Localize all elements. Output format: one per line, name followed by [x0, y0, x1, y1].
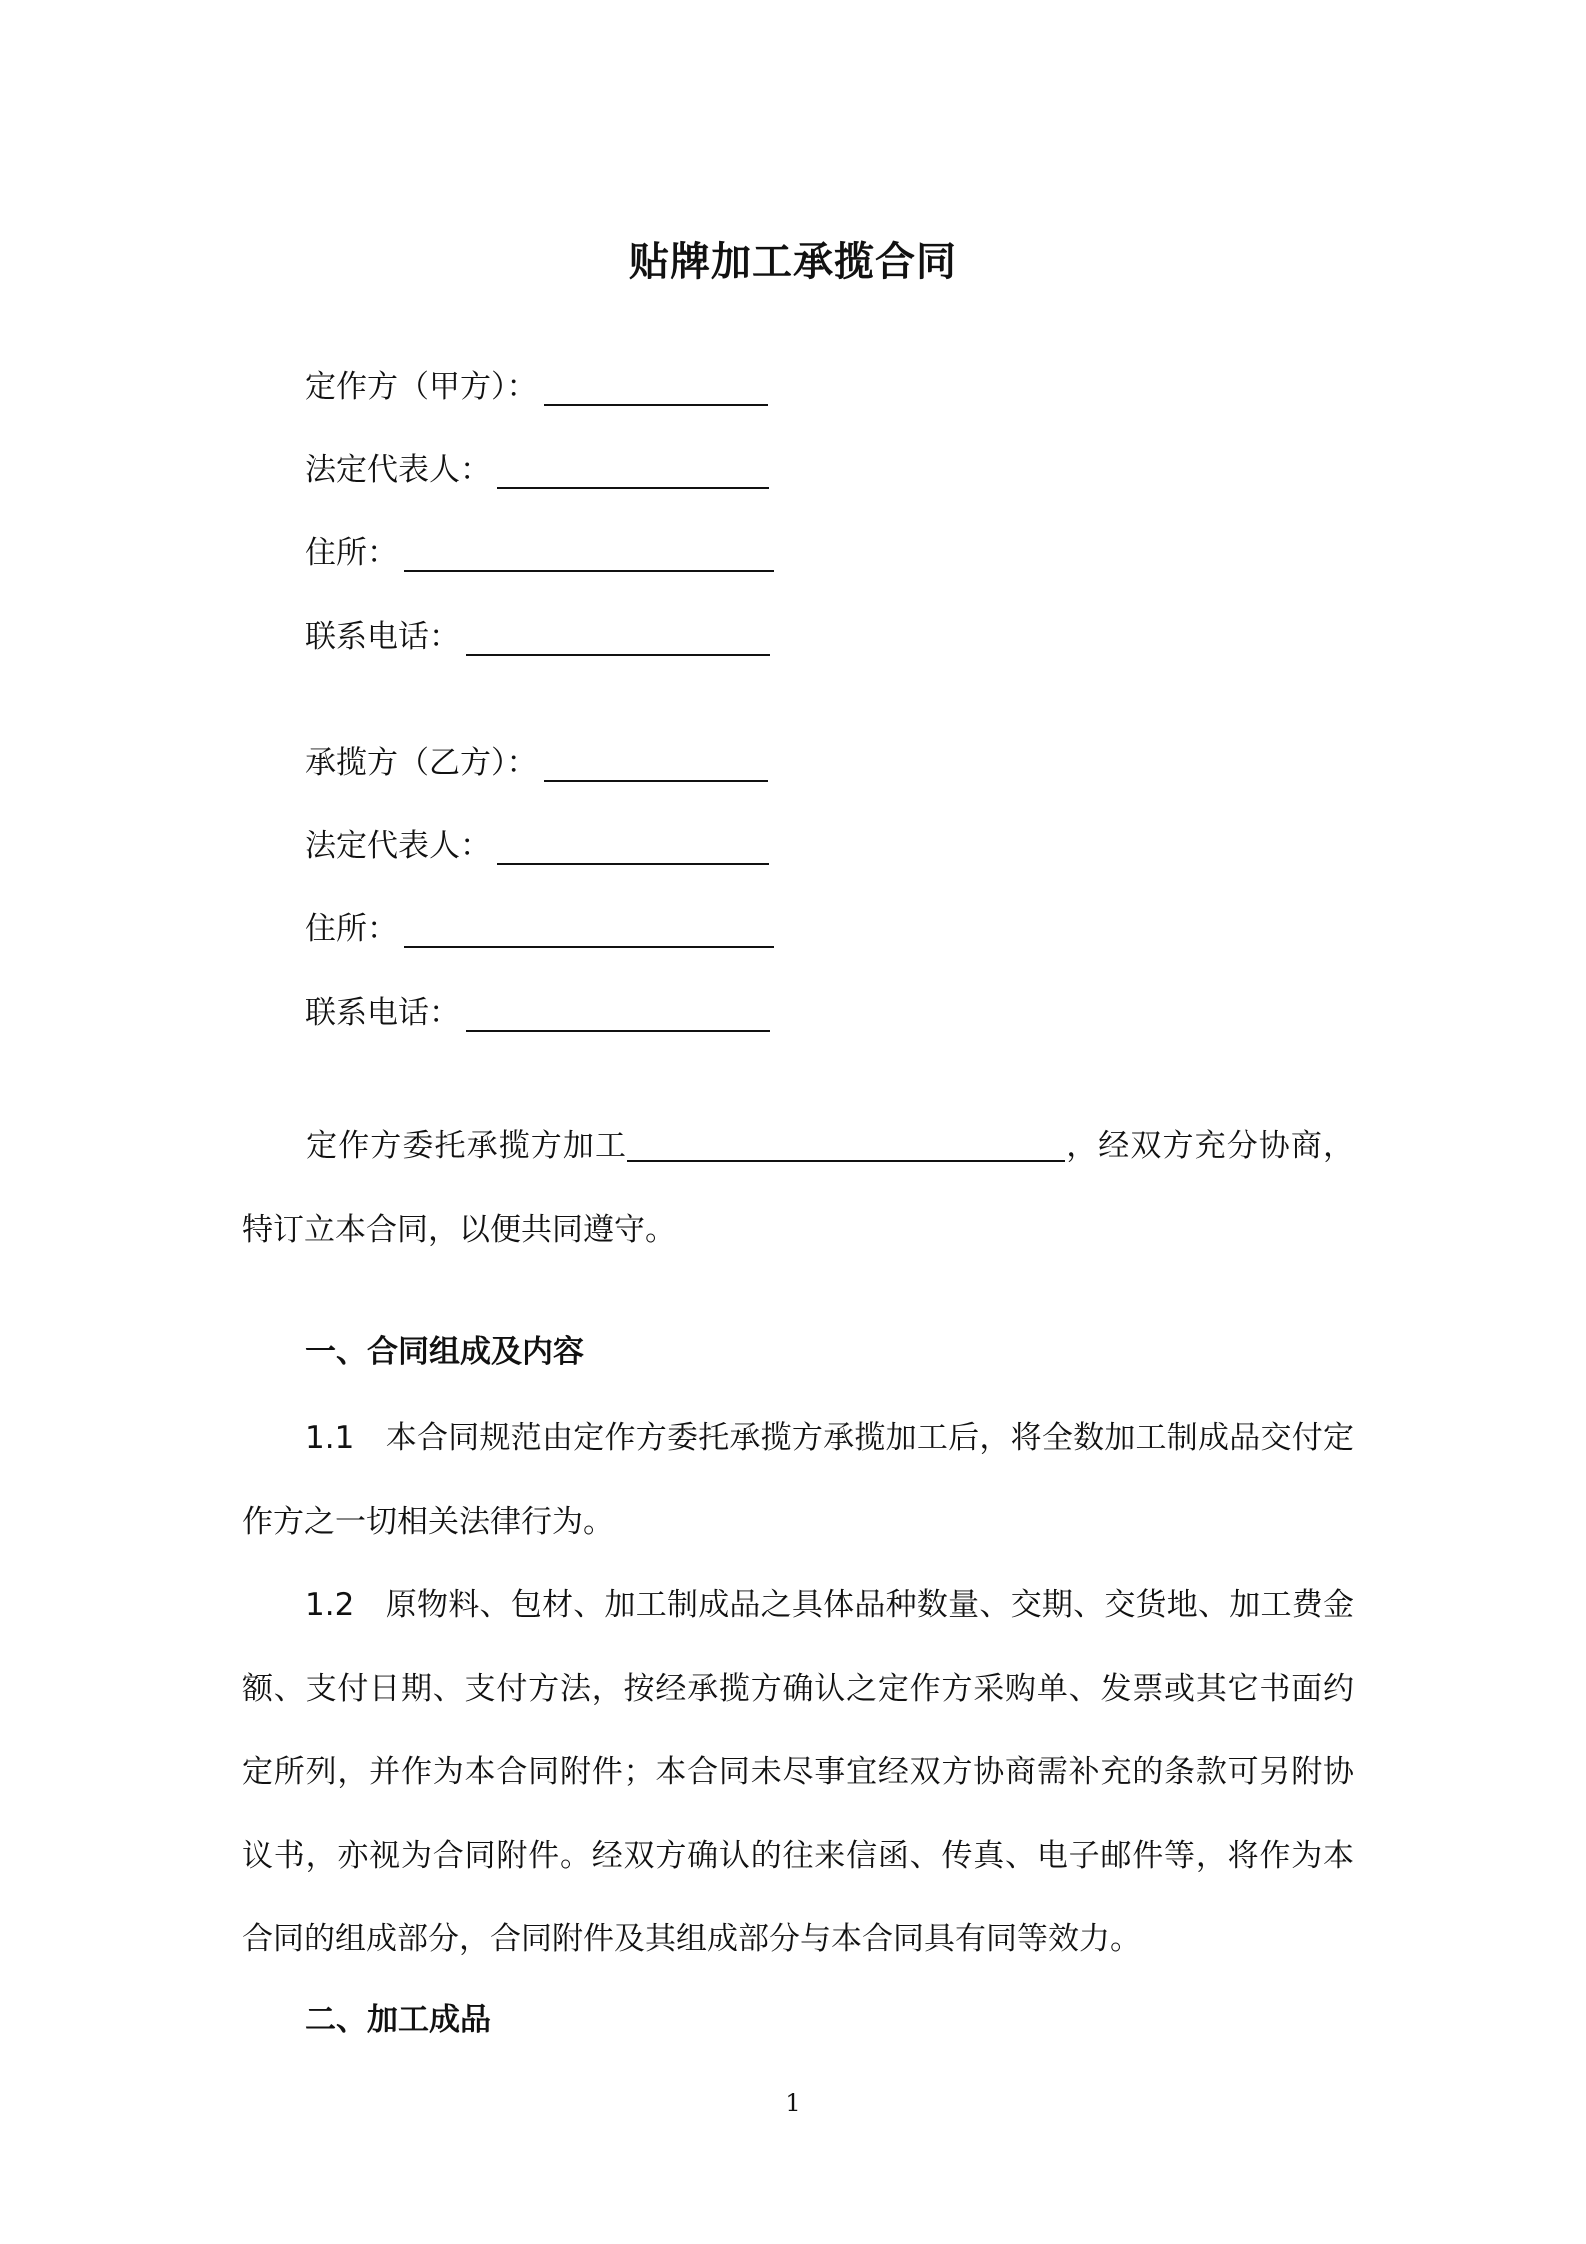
- section-2-heading: 二、加工成品: [305, 2002, 491, 2038]
- party-a-representative-blank: [497, 447, 769, 489]
- party-a-name-field: [305, 362, 768, 412]
- party-b-address-field: [305, 904, 774, 954]
- party-a-phone-label: 联系电话：: [305, 619, 460, 655]
- clause-1-1-text: 1.1 本合同规范由定作方委托承揽方承揽加工后，将全数加工制成品交付定作方之一切相关法律行为。: [242, 1420, 1354, 1540]
- processing-item-blank: [627, 1124, 1065, 1162]
- page-number: 1: [785, 2089, 801, 2117]
- party-b-address-blank: [404, 906, 774, 948]
- party-a-phone-blank: [466, 614, 770, 656]
- party-a-phone-field: [305, 612, 770, 662]
- party-a-address-blank: [404, 530, 774, 572]
- party-b-name-field: [305, 738, 768, 788]
- preamble-paragraph: [242, 1105, 1354, 1272]
- preamble-text-before: 定作方委托承揽方加工: [305, 1128, 628, 1164]
- party-b-representative-field: [305, 821, 769, 871]
- party-b-name-blank: [544, 740, 768, 782]
- preamble-text-after: ，经双方充分协商，特订立本合同，以便共同遵守。: [242, 1128, 1355, 1248]
- party-a-name-blank: [544, 364, 768, 406]
- party-b-phone-label: 联系电话：: [305, 995, 460, 1031]
- clause-1-1: [242, 1397, 1354, 1564]
- party-b-name-label: 承揽方（乙方）：: [305, 745, 538, 781]
- party-a-address-label: 住所：: [305, 535, 398, 571]
- party-b-representative-label: 法定代表人：: [305, 828, 491, 864]
- party-a-name-label: 定作方（甲方）：: [305, 369, 538, 405]
- party-a-representative-field: [305, 445, 769, 495]
- clause-1-2: [242, 1564, 1354, 1982]
- party-b-phone-blank: [466, 990, 770, 1032]
- clause-1-2-text: 1.2 原物料、包材、加工制成品之具体品种数量、交期、交货地、加工费金额、支付日期、支付方法，按经承揽方确认之定作方采购单、发票或其它书面约定所列，并作为本合同附件；本合同未尽事宜经双方协商需补充的条款可另附协议书，亦视为合同附件。经双方确认的往来信函、传真、电子邮件等，将作为本合同的组成部分，合同附件及其组成部分与本合同具有同等效力。: [242, 1587, 1354, 1957]
- party-a-representative-label: 法定代表人：: [305, 452, 491, 488]
- party-b-address-label: 住所：: [305, 911, 398, 947]
- section-1-heading: 一、合同组成及内容: [305, 1334, 584, 1370]
- party-b-phone-field: [305, 988, 770, 1038]
- page-title: 贴牌加工承揽合同: [629, 239, 957, 285]
- party-b-representative-blank: [497, 823, 769, 865]
- party-a-address-field: [305, 528, 774, 578]
